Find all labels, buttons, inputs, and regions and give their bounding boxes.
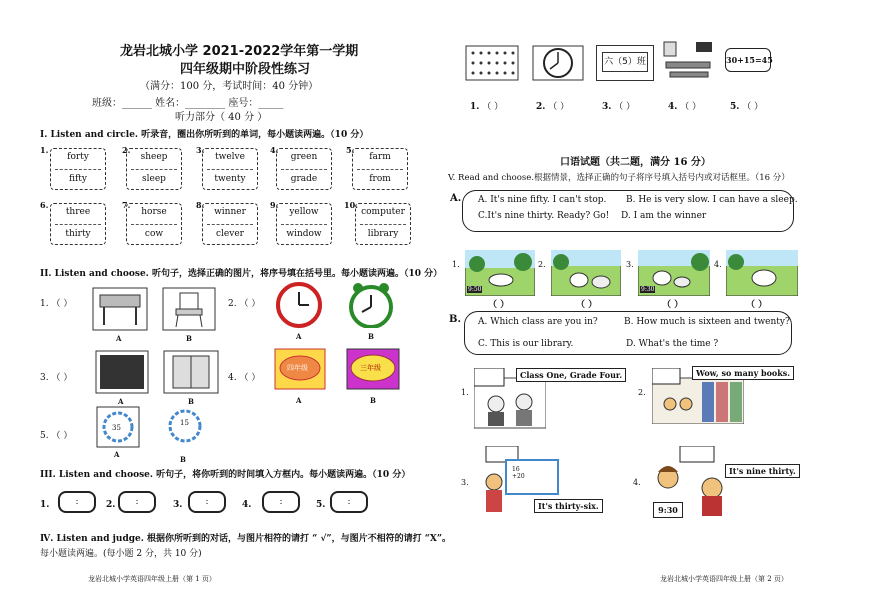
answer-paren[interactable]: 5. （ ） <box>730 102 764 112</box>
option-label-a: A <box>116 334 122 343</box>
dialog-number: 1. <box>461 388 469 397</box>
dots-picture-icon <box>465 45 519 81</box>
sign-text: 三年级 <box>360 364 381 372</box>
oral-instruction: V. Read and choose.根据情景，选择正确的句子将序号填入括号内或对话框里。（16 分） <box>448 173 790 183</box>
answer-paren[interactable]: 2. （ ） <box>228 299 261 309</box>
section4-instruction: Ⅳ. Listen and judge. 根据你所听到的对话，与图片相符的请打 “ √”，与图片不相符的请打 “X”。 <box>40 534 452 544</box>
classroom-desks-icon <box>662 40 714 82</box>
word-option[interactable]: farm <box>369 152 391 162</box>
item-number: 3. <box>196 145 205 155</box>
item-number: 7. <box>122 200 131 210</box>
word-box <box>276 148 332 190</box>
item-number: 8. <box>196 200 205 210</box>
red-clock-icon <box>273 282 325 328</box>
score-time: （满分：100 分，考试时间：40 分钟） <box>140 81 319 92</box>
scene-number: 4. <box>714 260 722 269</box>
answer-paren[interactable]: 3. （ ） <box>602 102 636 112</box>
option-text[interactable]: D. What's the time ? <box>626 339 719 349</box>
word-option[interactable]: horse <box>141 207 167 217</box>
oral-title: 口语试题（共二题，满分 16 分） <box>560 157 711 168</box>
section3-instruction: III. Listen and choose. 听句子，将你听到的时间填入方框内。每小题读两遍。（10 分） <box>40 470 411 480</box>
item-number: 5. <box>316 500 326 510</box>
option-label-b: B <box>370 396 376 405</box>
item-number: 5. <box>730 102 740 112</box>
dialog-number: 2. <box>638 388 646 397</box>
part-a-label: A. <box>450 193 462 204</box>
speech-bubble: It's thirty-six. <box>534 499 603 513</box>
option-label-a: A <box>296 332 302 341</box>
word-box <box>50 203 106 245</box>
race-scene-4 <box>726 250 798 296</box>
dialog-number: 4. <box>633 478 641 487</box>
desk-icon <box>92 287 148 331</box>
item-number: 4. <box>270 145 279 155</box>
footer-left: 龙岩北城小学英语四年级上册（第 1 页） <box>88 575 216 583</box>
item-number: 4. <box>228 373 237 383</box>
item-number: 1. <box>40 145 49 155</box>
header-title-2: 四年级期中阶段性练习 <box>180 62 311 77</box>
option-text[interactable]: D. I am the winner <box>621 211 707 221</box>
time-input[interactable]: : <box>118 491 156 513</box>
word-option[interactable]: fifty <box>68 174 88 184</box>
option-label-b: B <box>368 332 374 341</box>
time-input[interactable]: : <box>262 491 300 513</box>
word-option[interactable]: three <box>65 207 91 217</box>
class-sign <box>596 45 654 81</box>
board-text: 16 +20 <box>512 466 525 480</box>
item-number: 1. <box>40 500 50 510</box>
race-scene-2 <box>551 250 621 296</box>
option-text[interactable]: B. He is very slow. I can have a sleep. <box>626 195 798 205</box>
answer-paren[interactable]: 3. （ ） <box>40 373 73 383</box>
option-text[interactable]: A. It's nine fifty. I can't stop. <box>478 195 607 205</box>
item-number: 2. <box>228 299 237 309</box>
word-option[interactable]: forty <box>67 152 89 162</box>
word-box <box>355 203 411 245</box>
math-card: 30+15=45 <box>725 48 771 72</box>
scene-time: 9:50 <box>468 286 482 293</box>
part-b-label: B. <box>449 314 461 325</box>
item-number: 4. <box>242 500 252 510</box>
word-box <box>276 203 332 245</box>
word-option[interactable]: from <box>369 174 391 184</box>
option-label-b: B <box>186 334 192 343</box>
answer-paren[interactable]: 1. （ ） <box>470 102 504 112</box>
word-box <box>352 148 408 190</box>
answer-paren[interactable]: 4. （ ） <box>668 102 702 112</box>
section2-instruction: II. Listen and choose. 听句子，选择正确的图片，将序号填在括号里。每小题读两遍。（10 分） <box>40 269 443 279</box>
item-number: 3. <box>173 500 183 510</box>
item-number: 9. <box>270 200 279 210</box>
option-label-a: A <box>118 397 124 406</box>
student-info: 班级：______ 姓名：________ 座号：_____ <box>92 98 284 109</box>
word-box <box>202 148 258 190</box>
speech-bubble: Wow, so many books. <box>692 366 794 380</box>
item-number: 3. <box>40 373 49 383</box>
sign-text: 四年级 <box>287 364 308 372</box>
word-option[interactable]: grade <box>290 174 318 184</box>
footer-right: 龙岩北城小学英语四年级上册（第 2 页） <box>660 575 788 583</box>
option-label-b: B <box>188 397 194 406</box>
class-label: 六（5）班 <box>602 52 648 72</box>
word-option[interactable]: sheep <box>140 152 168 162</box>
window-icon <box>163 350 219 394</box>
clock-number: 35 <box>112 424 121 432</box>
answer-paren[interactable]: 1. （ ） <box>40 299 73 309</box>
option-label-b: B <box>180 455 186 464</box>
word-box <box>50 148 106 190</box>
dialog-number: 3. <box>461 478 469 487</box>
word-box <box>126 148 182 190</box>
answer-paren[interactable]: （ ） <box>662 300 684 310</box>
word-option[interactable]: sleep <box>142 174 166 184</box>
answer-paren[interactable]: （ ） <box>488 300 510 310</box>
option-text[interactable]: C. This is our library. <box>478 339 574 349</box>
scene-number: 2. <box>538 260 546 269</box>
option-text[interactable]: A. Which class are you in? <box>478 317 598 327</box>
word-option[interactable]: computer <box>361 207 405 217</box>
header-title-1: 龙岩北城小学 2021-2022学年第一学期 <box>120 44 359 59</box>
item-number: 5. <box>346 145 355 155</box>
word-option[interactable]: thirty <box>65 229 91 239</box>
item-number: 3. <box>602 102 612 112</box>
scene-number: 3. <box>626 260 634 269</box>
word-box <box>126 203 182 245</box>
frog-clock-icon <box>344 282 398 328</box>
scene-number: 1. <box>452 260 460 269</box>
option-text[interactable]: B. How much is sixteen and twenty? <box>624 317 790 327</box>
time-input[interactable]: : <box>188 491 226 513</box>
option-label-a: A <box>114 450 120 459</box>
clock-display: 9:30 <box>653 502 683 518</box>
word-option[interactable]: winner <box>214 207 246 217</box>
answer-paren[interactable]: 2. （ ） <box>536 102 570 112</box>
word-option[interactable]: yellow <box>289 207 319 217</box>
item-number: 2. <box>536 102 546 112</box>
item-number: 1. <box>470 102 480 112</box>
item-number: 2. <box>106 500 116 510</box>
time-input[interactable]: : <box>330 491 368 513</box>
word-option[interactable]: library <box>367 229 399 239</box>
answer-paren[interactable]: （ ） <box>576 300 598 310</box>
answer-paren[interactable]: 5. （ ） <box>40 431 73 441</box>
item-number: 4. <box>668 102 678 112</box>
option-label-a: A <box>296 396 302 405</box>
item-number: 5. <box>40 431 49 441</box>
item-number: 6. <box>40 200 49 210</box>
word-option[interactable]: window <box>286 229 322 239</box>
word-option[interactable]: twelve <box>215 152 245 162</box>
speech-bubble: Class One, Grade Four. <box>516 368 626 382</box>
word-option[interactable]: green <box>290 152 318 162</box>
word-option[interactable]: twenty <box>214 174 246 184</box>
item-number: 10. <box>344 200 358 210</box>
speech-bubble: It's nine thirty. <box>725 464 800 478</box>
scene-time: 9:30 <box>641 286 655 293</box>
word-box <box>202 203 258 245</box>
answer-paren[interactable]: 4. （ ） <box>228 373 261 383</box>
chair-icon <box>162 287 216 331</box>
section4-instruction-2: 每小题读两遍。(每小题 2 分，共 10 分) <box>40 549 202 559</box>
answer-paren[interactable]: （ ） <box>746 300 768 310</box>
time-input[interactable]: : <box>58 491 96 513</box>
word-option[interactable]: clever <box>216 229 244 239</box>
item-number: 2. <box>122 145 131 155</box>
wall-clock-icon <box>532 45 584 81</box>
clock-number: 15 <box>180 419 189 427</box>
listening-part: 听力部分（ 40 分 ） <box>175 112 268 123</box>
item-number: 1. <box>40 299 49 309</box>
blackboard-icon <box>95 350 149 394</box>
section1-instruction: I. Listen and circle. 听录音，圈出你所听到的单词，每小题读两遍。（10 分） <box>40 130 369 140</box>
word-option[interactable]: cow <box>144 229 164 239</box>
option-text[interactable]: C.It's nine thirty. Ready? Go! <box>478 211 610 221</box>
